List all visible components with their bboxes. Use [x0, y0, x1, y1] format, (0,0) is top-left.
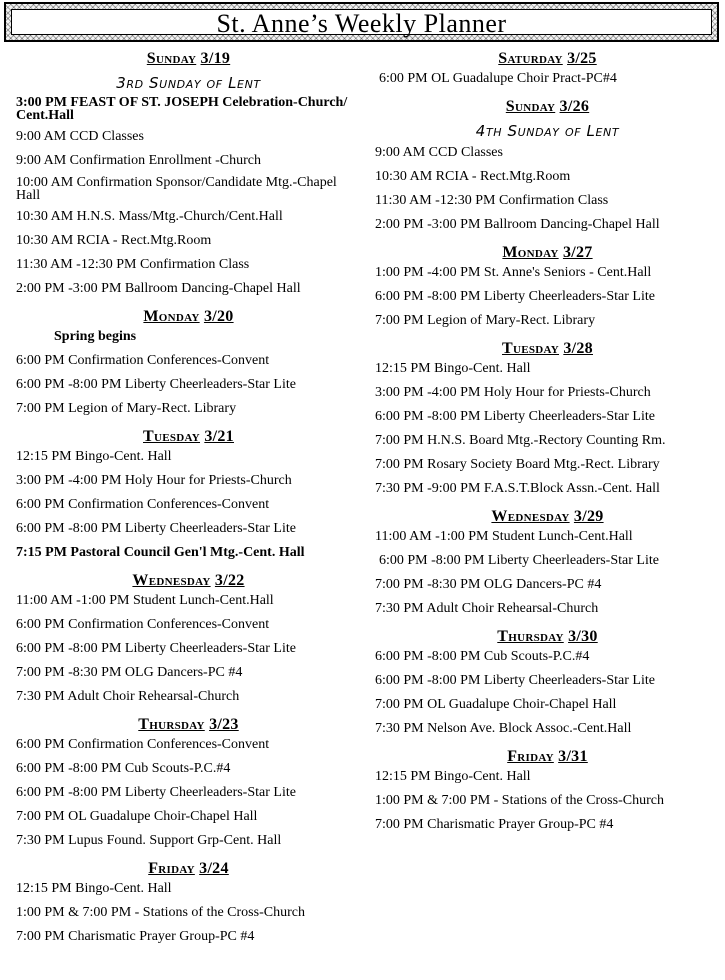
event-item: 6:00 PM -8:00 PM Liberty Cheerleaders-Star Lite	[16, 521, 296, 536]
event-item: 11:00 AM -1:00 PM Student Lunch-Cent.Hall	[16, 593, 274, 608]
title-banner	[4, 2, 719, 42]
event-item: 7:30 PM Nelson Ave. Block Assoc.-Cent.Hall	[375, 721, 632, 736]
day-section-monday	[375, 240, 720, 329]
event-item: 6:00 PM -8:00 PM Cub Scouts-P.C.#4	[16, 761, 231, 776]
event-item: 3:00 PM -4:00 PM Holy Hour for Priests-Church	[16, 473, 292, 488]
event-item: 7:30 PM Adult Choir Rehearsal-Church	[375, 601, 599, 616]
event-item: 2:00 PM -3:00 PM Ballroom Dancing-Chapel Hall	[375, 217, 660, 232]
day-subtitle: 3rd Sunday of Lent	[116, 74, 261, 92]
event-item: 7:00 PM Rosary Society Board Mtg.-Rect. Library	[375, 457, 660, 472]
day-section-thursday	[16, 712, 361, 849]
event-item: 6:00 PM -8:00 PM Liberty Cheerleaders-Star Lite	[375, 409, 655, 424]
day-name: Sunday	[505, 98, 556, 115]
event-item: 12:15 PM Bingo-Cent. Hall	[16, 449, 172, 464]
day-date: 3/24	[199, 860, 229, 877]
day-heading	[375, 336, 720, 360]
day-subtitle: 4th Sunday of Lent	[475, 122, 620, 140]
event-item: 6:00 PM -8:00 PM Liberty Cheerleaders-Star Lite	[16, 377, 296, 392]
event-item: 6:00 PM -8:00 PM Cub Scouts-P.C.#4	[375, 649, 590, 664]
event-item: 7:30 PM Adult Choir Rehearsal-Church	[16, 689, 240, 704]
day-section-sunday	[16, 46, 361, 297]
day-heading	[16, 46, 361, 70]
day-name: Wednesday	[132, 572, 211, 589]
event-item: 7:30 PM Lupus Found. Support Grp-Cent. Hall	[16, 833, 282, 848]
event-item: 7:00 PM -8:30 PM OLG Dancers-PC #4	[375, 577, 602, 592]
day-heading	[16, 304, 361, 328]
event-item: 1:00 PM & 7:00 PM - Stations of the Cross-Church	[375, 793, 664, 808]
right-column	[375, 46, 720, 840]
event-item: 2:00 PM -3:00 PM Ballroom Dancing-Chapel Hall	[16, 281, 301, 296]
day-section-sunday	[375, 94, 720, 233]
event-item: 7:00 PM Legion of Mary-Rect. Library	[16, 401, 237, 416]
day-section-wednesday	[16, 568, 361, 705]
day-name: Tuesday	[502, 340, 560, 357]
day-date: 3/30	[568, 628, 598, 645]
day-section-friday	[375, 744, 720, 833]
day-heading	[375, 624, 720, 648]
event-item: Spring begins	[54, 329, 137, 344]
event-item: 11:30 AM -12:30 PM Confirmation Class	[375, 193, 609, 208]
event-item: 10:30 AM RCIA - Rect.Mtg.Room	[16, 233, 212, 248]
event-item: 7:30 PM -9:00 PM F.A.S.T.Block Assn.-Cent. Hall	[375, 481, 660, 496]
event-item: 10:30 AM H.N.S. Mass/Mtg.-Church/Cent.Hall	[16, 209, 283, 224]
day-name: Thursday	[138, 716, 205, 733]
event-item: 7:00 PM Charismatic Prayer Group-PC #4	[16, 929, 255, 944]
day-name: Friday	[148, 860, 195, 877]
day-date: 3/31	[558, 748, 588, 765]
day-name: Friday	[507, 748, 554, 765]
event-item: 11:00 AM -1:00 PM Student Lunch-Cent.Hall	[375, 529, 633, 544]
day-date: 3/22	[214, 572, 245, 589]
event-item: 10:30 AM RCIA - Rect.Mtg.Room	[375, 169, 571, 184]
day-date: 3/19	[200, 50, 231, 67]
day-date: 3/20	[203, 308, 234, 325]
day-heading	[16, 856, 361, 880]
event-item: 7:00 PM Charismatic Prayer Group-PC #4	[375, 817, 614, 832]
left-column	[16, 46, 361, 952]
event-item: 6:00 PM Confirmation Conferences-Convent	[16, 353, 270, 368]
event-item: 10:00 AM Confirmation Sponsor/Candidate Mtg.-Chapel Hall	[16, 175, 337, 203]
event-item: 6:00 PM Confirmation Conferences-Convent	[16, 617, 270, 632]
day-name: Tuesday	[143, 428, 201, 445]
day-date: 3/21	[204, 428, 234, 445]
event-item: 9:00 AM Confirmation Enrollment -Church	[16, 153, 261, 168]
event-item: 12:15 PM Bingo-Cent. Hall	[375, 361, 531, 376]
day-date: 3/26	[559, 98, 590, 115]
day-section-saturday	[375, 46, 720, 87]
day-section-friday	[16, 856, 361, 945]
event-item: 6:00 PM -8:00 PM Liberty Cheerleaders-Star Lite	[16, 785, 296, 800]
event-item: 6:00 PM -8:00 PM Liberty Cheerleaders-Star Lite	[16, 641, 296, 656]
event-item: 7:00 PM -8:30 PM OLG Dancers-PC #4	[16, 665, 243, 680]
day-date: 3/23	[209, 716, 239, 733]
day-heading	[16, 712, 361, 736]
event-item: 6:00 PM OL Guadalupe Choir Pract-PC#4	[379, 71, 617, 86]
page-title: St. Anne’s Weekly Planner	[11, 9, 712, 35]
day-name: Monday	[143, 308, 200, 325]
event-item: 12:15 PM Bingo-Cent. Hall	[16, 881, 172, 896]
day-heading	[16, 424, 361, 448]
event-item: 6:00 PM -8:00 PM Liberty Cheerleaders-Star Lite	[379, 553, 659, 568]
event-item: 9:00 AM CCD Classes	[16, 129, 144, 144]
event-item: 9:00 AM CCD Classes	[375, 145, 503, 160]
event-item: 7:00 PM Legion of Mary-Rect. Library	[375, 313, 596, 328]
event-item: 3:00 PM -4:00 PM Holy Hour for Priests-Church	[375, 385, 651, 400]
day-section-tuesday	[375, 336, 720, 497]
event-item: 1:00 PM -4:00 PM St. Anne's Seniors - Cent.Hall	[375, 265, 652, 280]
event-item: 7:00 PM OL Guadalupe Choir-Chapel Hall	[16, 809, 258, 824]
event-item: 7:00 PM OL Guadalupe Choir-Chapel Hall	[375, 697, 617, 712]
event-item: 6:00 PM -8:00 PM Liberty Cheerleaders-Star Lite	[375, 673, 655, 688]
day-name: Sunday	[146, 50, 197, 67]
day-name: Thursday	[497, 628, 564, 645]
day-heading	[375, 504, 720, 528]
event-item: 3:00 PM FEAST OF ST. JOSEPH Celebration-Church/ Cent.Hall	[16, 95, 348, 123]
day-section-thursday	[375, 624, 720, 737]
day-date: 3/27	[562, 244, 593, 261]
day-date: 3/25	[567, 50, 597, 67]
event-item: 11:30 AM -12:30 PM Confirmation Class	[16, 257, 250, 272]
day-name: Saturday	[498, 50, 563, 67]
day-heading	[375, 240, 720, 264]
day-section-tuesday	[16, 424, 361, 561]
day-heading	[375, 46, 720, 70]
day-name: Monday	[502, 244, 559, 261]
day-date: 3/28	[563, 340, 593, 357]
event-item: 7:00 PM H.N.S. Board Mtg.-Rectory Counting Rm.	[375, 433, 666, 448]
day-heading	[16, 568, 361, 592]
day-section-monday	[16, 304, 361, 417]
event-item: 12:15 PM Bingo-Cent. Hall	[375, 769, 531, 784]
event-item: 6:00 PM Confirmation Conferences-Convent	[16, 497, 270, 512]
event-item: 7:15 PM Pastoral Council Gen'l Mtg.-Cent. Hall	[16, 545, 305, 560]
event-item: 6:00 PM -8:00 PM Liberty Cheerleaders-Star Lite	[375, 289, 655, 304]
day-heading	[375, 744, 720, 768]
day-heading	[375, 94, 720, 118]
day-date: 3/29	[573, 508, 604, 525]
event-item: 1:00 PM & 7:00 PM - Stations of the Cross-Church	[16, 905, 305, 920]
day-name: Wednesday	[491, 508, 570, 525]
day-section-wednesday	[375, 504, 720, 617]
event-item: 6:00 PM Confirmation Conferences-Convent	[16, 737, 270, 752]
